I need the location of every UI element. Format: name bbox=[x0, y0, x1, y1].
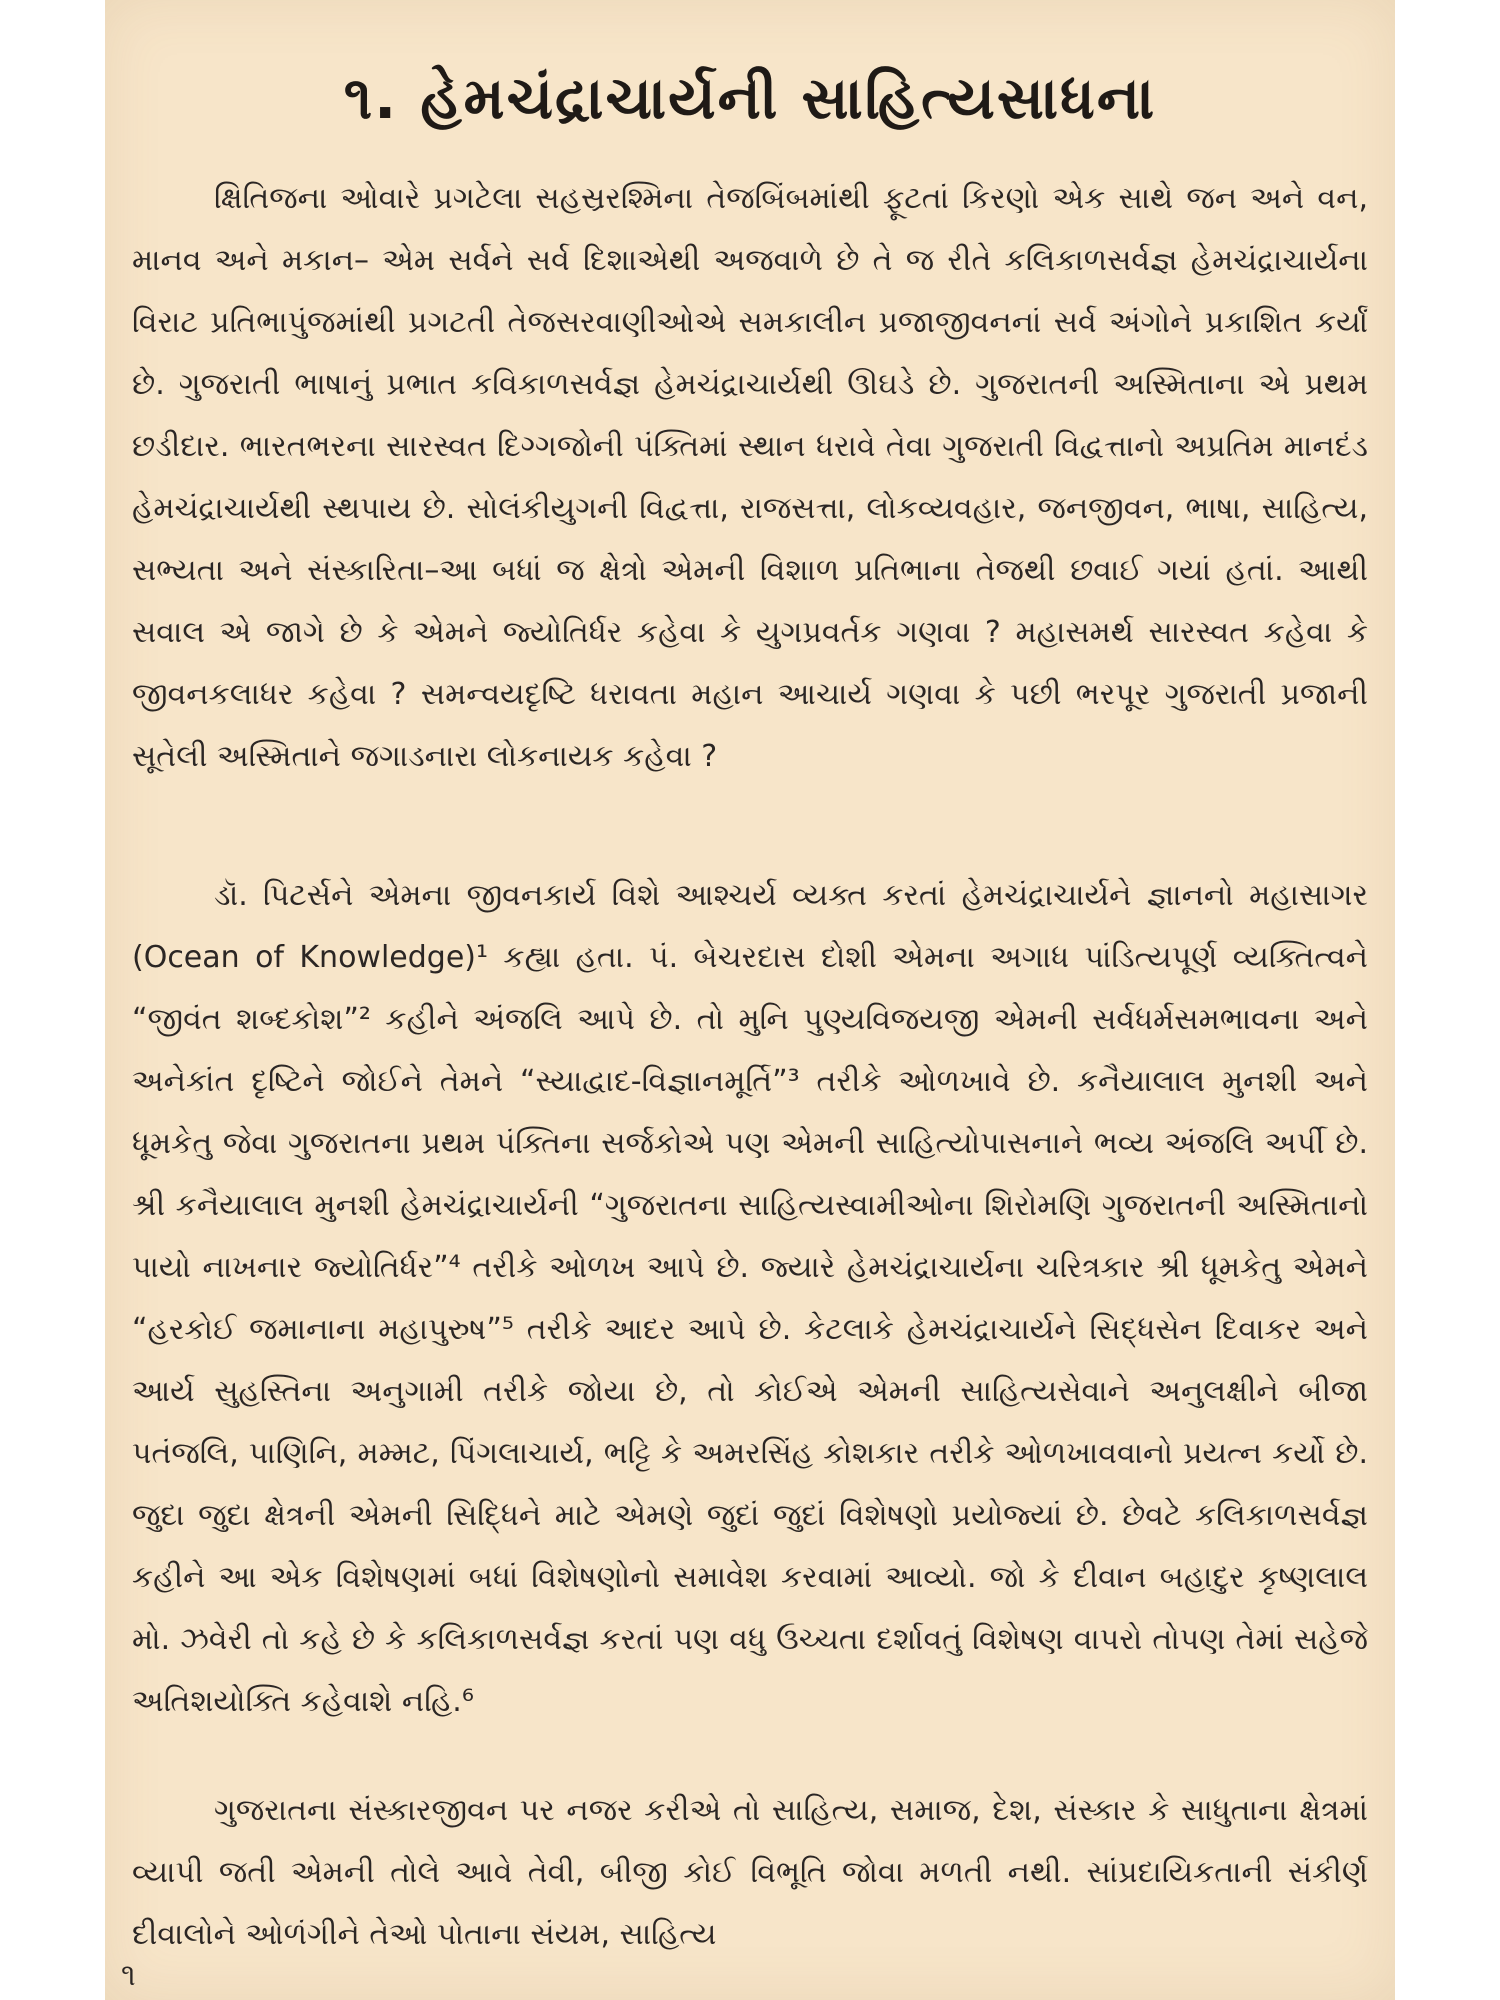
paragraph-1: ક્ષિતિજના ઓવારે પ્રગટેલા સહસ્રરશ્મિના તેજબિંબમાંથી ફૂટતાં કિરણો એક સાથે જન અને વન, માનવ અને મકાન– એમ સર્વને સર્વ દિશાએથી અજવાળે છે તે જ રીતે કલિકાળસર્વજ્ઞ હેમચંદ્રાચાર્યના વિરાટ પ્રતિભાપુંજમાંથી પ્રગટતી તેજસરવાણીઓએ સમકાલીન પ્રજાજીવનનાં સર્વ અંગોને પ્રકાશિત કર્યાં છે. ગુજરાતી ભાષાનું પ્રભાત કવિકાળસર્વજ્ઞ હેમચંદ્રાચાર્યથી ઊઘડે છે. ગુજરાતની અસ્મિતાના એ પ્રથમ છડીદાર. ભારતભરના સારસ્વત દિગ્ગજોની પંક્તિમાં સ્થાન ધરાવે તેવા ગુજરાતી વિદ્વત્તાનો અપ્રતિમ માનદંડ હેમચંદ્રાચાર્યથી સ્થપાય છે. સોલંકીયુગની વિદ્વત્તા, રાજસત્તા, લોકવ્યવહાર, જનજીવન, ભાષા, સાહિત્ય, સભ્યતા અને સંસ્કારિતા–આ બધાં જ ક્ષેત્રો એમની વિશાળ પ્રતિભાના તેજથી છવાઈ ગયાં હતાં. આથી સવાલ એ જાગે છે કે એમને જ્યોતિર્ધર કહેવા કે યુગપ્રવર્તક ગણવા ? મહાસમર્થ સારસ્વત કહેવા કે જીવનકલાધર કહેવા ? સમન્વયદૃષ્ટિ ધરાવતા મહાન આચાર્ય ગણવા કે પછી ભરપૂર ગુજરાતી પ્રજાની સૂતેલી અસ્મિતાને જગાડનારા લોકનાયક કહેવા ? bbox=[132, 181, 1368, 774]
page-number: ૧ bbox=[121, 1958, 136, 1993]
paragraph-2: ડૉ. પિટર્સને એમના જીવનકાર્ય વિશે આશ્ચર્ય વ્યક્ત કરતાં હેમચંદ્રાચાર્યને જ્ઞાનનો મહાસાગર (Ocean of Knowledge)¹ કહ્યા હતા. પં. બેચરદાસ દોશી એમના અગાધ પાંડિત્યપૂર્ણ વ્યક્તિત્વને “જીવંત શબ્દકોશ”² કહીને અંજલિ આપે છે. તો મુનિ પુણ્યવિજયજી એમની સર્વધર્મસમભાવના અને અનેકાંત દૃષ્ટિને જોઈને તેમને “સ્યાદ્વાદ-વિજ્ઞાનમૂર્તિ”³ તરીકે ઓળખાવે છે. કનૈયાલાલ મુનશી અને ધૂમકેતુ જેવા ગુજરાતના પ્રથમ પંક્તિના સર્જકોએ પણ એમની સાહિત્યોપાસનાને ભવ્ય અંજલિ અર્પી છે. શ્રી કનૈયાલાલ મુનશી હેમચંદ્રાચાર્યની “ગુજરાતના સાહિત્યસ્વામીઓના શિરોમણિ ગુજરાતની અસ્મિતાનો પાયો નાખનાર જ્યોતિર્ધર”⁴ તરીકે ઓળખ આપે છે. જ્યારે હેમચંદ્રાચાર્યના ચરિત્રકાર શ્રી ધૂમકેતુ એમને “હરકોઈ જમાનાના મહાપુરુષ”⁵ તરીકે આદર આપે છે. કેટલાકે હેમચંદ્રાચાર્યને સિદ્ધસેન દિવાકર અને આર્ય સુહસ્તિના અનુગામી તરીકે જોયા છે, તો કોઈએ એમની સાહિત્યસેવાને અનુલક્ષીને બીજા પતંજલિ, પાણિનિ, મમ્મટ, પિંગલાચાર્ય, ભટ્ટિ કે અમરસિંહ કોશકાર તરીકે ઓળખાવવાનો પ્રયત્ન કર્યો છે. જુદા જુદા ક્ષેત્રની એમની સિદ્ધિને માટે એમણે જુદાં જુદાં વિશેષણો પ્રયોજ્યાં છે. છેવટે કલિકાળસર્વજ્ઞ કહીને આ એક વિશેષણમાં બધાં વિશેષણોનો સમાવેશ કરવામાં આવ્યો. જો કે દીવાન બહાદુર કૃષ્ણલાલ મો. ઝવેરી તો કહે છે કે કલિકાળસર્વજ્ઞ કરતાં પણ વધુ ઉચ્ચતા દર્શાવતું વિશેષણ વાપરો તોપણ તેમાં સહેજે અતિશયોક્તિ કહેવાશે નહિ.⁶ bbox=[132, 878, 1368, 1719]
paragraph-3-container bbox=[132, 1780, 1368, 1966]
book-page bbox=[105, 0, 1395, 2000]
chapter-title: ૧. હેમચંદ્રાચાર્યની સાહિત્યસાધના bbox=[343, 64, 1157, 132]
paragraph-3: ગુજરાતના સંસ્કારજીવન પર નજર કરીએ તો સાહિત્ય, સમાજ, દેશ, સંસ્કાર કે સાધુતાના ક્ષેત્રમાં વ્યાપી જતી એમની તોલે આવે તેવી, બીજી કોઈ વિભૂતિ જોવા મળતી નથી. સાંપ્રદાયિકતાની સંકીર્ણ દીવાલોને ઓળંગીને તેઓ પોતાના સંયમ, સાહિત્ય bbox=[132, 1793, 1368, 1952]
paragraph-1-container bbox=[132, 168, 1368, 788]
paragraph-2-container bbox=[132, 865, 1368, 1733]
